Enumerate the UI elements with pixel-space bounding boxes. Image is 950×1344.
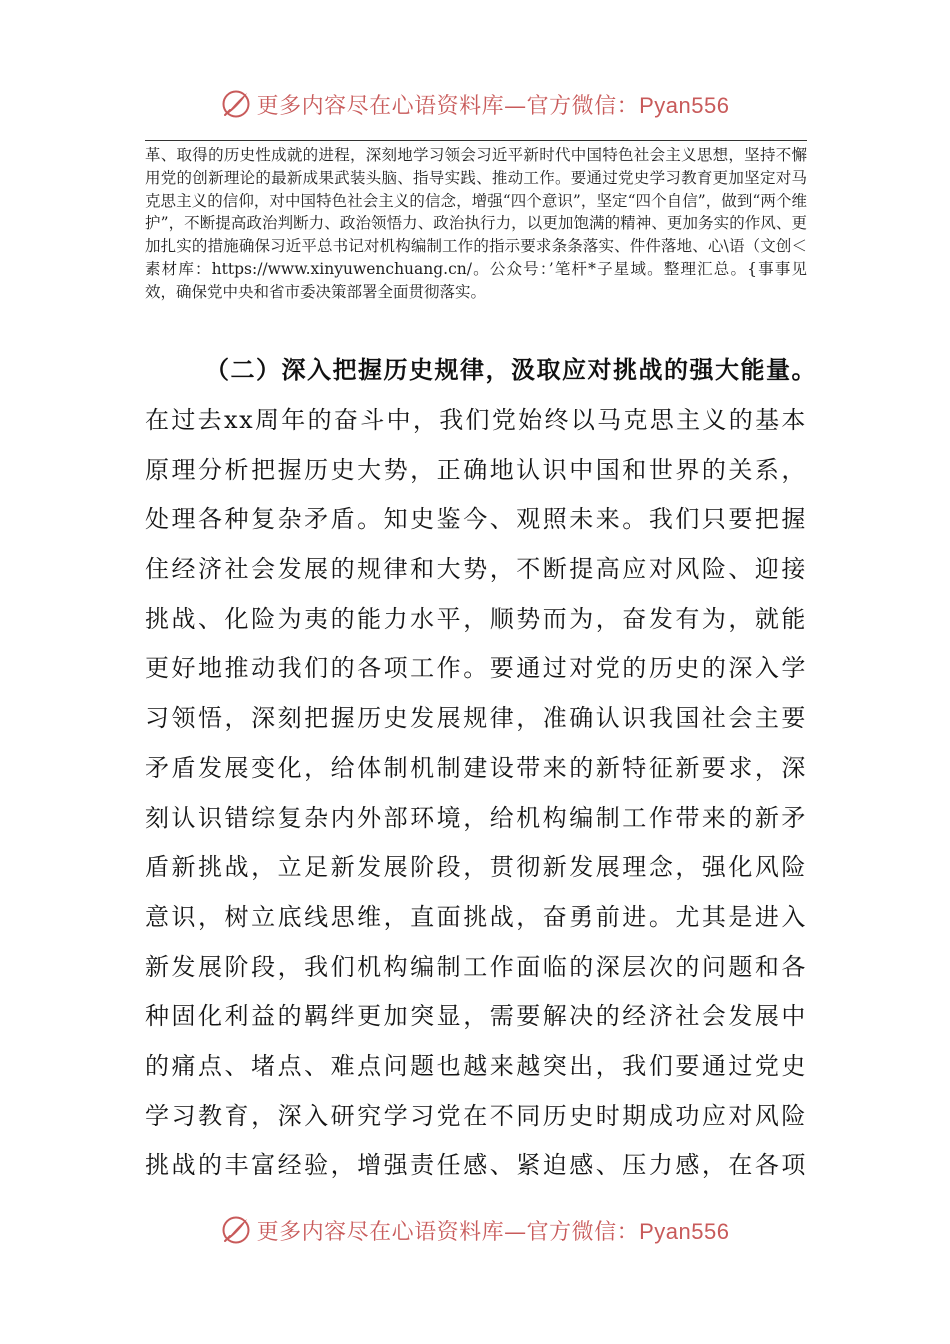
body-line: 学习教育，深入研究学习党在不同历史时期成功应对风险 — [145, 1101, 807, 1130]
intro-paragraph: 革、取得的历史性成就的进程，深刻地学习领会习近平新时代中国特色社会主义思想，坚持不懈用党的创新理论的最新成果武装头脑、指导实践、推动工作。要通过党史学习教育更加坚定对马克思主义的信仰，对中国特色社会主义的信念，增强“四个意识”，坚定“四个自信”，做到“两个维护”，不断提高政治判断力、政治领悟力、政治执行力，以更加饱满的精神、更加务实的作风、更加扎实的措施确保习近平总书记对机构编制工作的指示要求条条落实、件件落地、心\语（文创＜素材库：https://www.xinyuwenchuang.cn/。公众号：’笔杆*子星域。整理汇总。{事事见效，确保党中央和省市委决策部署全面贯彻落实。 — [145, 146, 807, 301]
header-divider — [145, 140, 807, 141]
body-line: 挑战的丰富经验，增强责任感、紧迫感、压力感，在各项 — [145, 1151, 807, 1180]
body-paragraph — [145, 398, 807, 1193]
body-line: 意识，树立底线思维，直面挑战，奋勇前进。尤其是进入 — [145, 902, 807, 931]
quill-pen-logo-icon — [221, 1215, 251, 1245]
body-line: 原理分析把握历史大势，正确地认识中国和世界的关系， — [145, 455, 807, 484]
quill-pen-logo-icon — [221, 89, 251, 119]
body-line: 在过去xx周年的奋斗中，我们党始终以马克思主义的基本 — [145, 406, 807, 434]
body-line: 习领悟，深刻把握历史发展规律，准确认识我国社会主要 — [145, 704, 807, 733]
body-line: 盾新挑战，立足新发展阶段，贯彻新发展理念，强化风险 — [145, 853, 807, 882]
header-banner-text: 更多内容尽在心语资料库—官方微信：Pyan556 — [256, 92, 730, 119]
body-line: 新发展阶段，我们机构编制工作面临的深层次的问题和各 — [145, 952, 807, 981]
section-heading: （二）深入把握历史规律，汲取应对挑战的强大能量。 — [205, 355, 817, 384]
wechat-handle: Pyan556 — [639, 92, 730, 118]
footer-banner-text: 更多内容尽在心语资料库—官方微信：Pyan556 — [256, 1218, 730, 1245]
body-line: 住经济社会发展的规律和大势，不断提高应对风险、迎接 — [145, 555, 807, 584]
header-banner — [0, 84, 950, 124]
body-line: 矛盾发展变化，给体制机制建设带来的新特征新要求，深 — [145, 753, 807, 782]
wechat-handle: Pyan556 — [639, 1218, 730, 1244]
body-line: 挑战、化险为夷的能力水平，顺势而为，奋发有为，就能 — [145, 604, 807, 633]
footer-banner — [0, 1210, 950, 1250]
body-line: 更好地推动我们的各项工作。要通过对党的历史的深入学 — [145, 654, 807, 683]
body-line: 的痛点、堵点、难点问题也越来越突出，我们要通过党史 — [145, 1051, 807, 1080]
body-line: 种固化利益的羁绊更加突显，需要解决的经济社会发展中 — [145, 1002, 807, 1031]
body-line: 刻认识错综复杂内外部环境，给机构编制工作带来的新矛 — [145, 803, 807, 832]
body-line: 处理各种复杂矛盾。知史鉴今、观照未来。我们只要把握 — [145, 505, 807, 534]
